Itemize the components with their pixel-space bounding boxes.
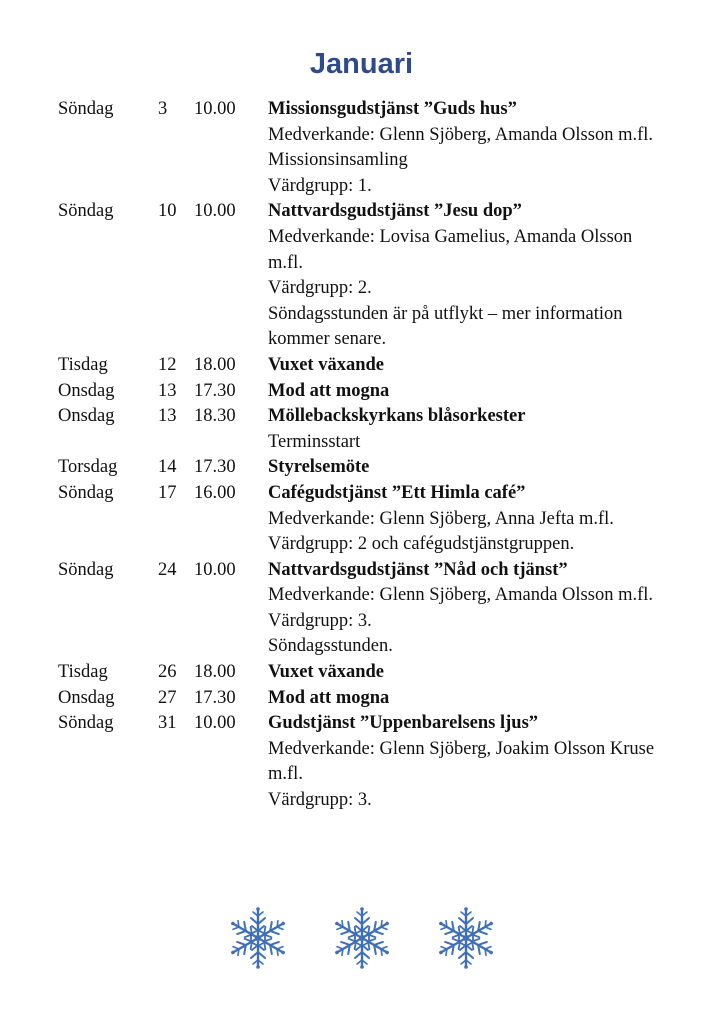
event-time: 17.30 xyxy=(194,380,236,401)
event-detail: Söndagsstunden är på utflykt – mer information kommer senare. xyxy=(268,303,623,350)
event-detail: Medverkande: Glenn Sjöberg, Anna Jefta m.fl. xyxy=(268,508,614,529)
event-day: Tisdag xyxy=(58,662,108,683)
event-detail: Värdgrupp: 2 och cafégudstjänstgruppen. xyxy=(268,534,575,555)
event-info xyxy=(268,558,658,660)
event-day: Söndag xyxy=(58,99,114,119)
event-date: 12 xyxy=(158,354,177,375)
event-row xyxy=(58,379,678,405)
event-date: 3 xyxy=(158,99,168,119)
event-date: 14 xyxy=(158,457,177,478)
event-row xyxy=(58,404,678,455)
event-row xyxy=(58,660,678,686)
event-day: Onsdag xyxy=(58,687,115,708)
event-date: 31 xyxy=(158,713,177,734)
event-detail: Missionsinsamling xyxy=(268,150,408,171)
event-detail: Värdgrupp: 3. xyxy=(268,790,372,811)
event-title: Mod att mogna xyxy=(268,380,390,401)
event-info xyxy=(268,353,658,379)
event-detail: Värdgrupp: 3. xyxy=(268,610,372,631)
event-title: Vuxet växande xyxy=(268,662,384,683)
event-date: 13 xyxy=(158,406,177,427)
event-title: Missionsgudstjänst ”Guds hus” xyxy=(268,99,517,119)
event-detail: Terminsstart xyxy=(268,431,361,452)
event-date: 26 xyxy=(158,662,177,683)
event-date: 10 xyxy=(158,201,177,222)
event-title: Cafégudstjänst ”Ett Himla café” xyxy=(268,482,526,503)
event-info xyxy=(268,199,658,353)
event-time: 10.00 xyxy=(194,559,236,580)
event-detail: Värdgrupp: 1. xyxy=(268,175,372,196)
event-info xyxy=(268,379,658,405)
event-info xyxy=(268,660,658,686)
event-detail: Medverkande: Glenn Sjöberg, Amanda Olsson m.fl. xyxy=(268,124,654,145)
event-info xyxy=(268,97,658,199)
event-day: Söndag xyxy=(58,201,114,222)
event-time: 10.00 xyxy=(194,713,236,734)
event-row xyxy=(58,558,678,660)
event-day: Söndag xyxy=(58,559,114,580)
event-day: Onsdag xyxy=(58,380,115,401)
snowflake-icon xyxy=(434,906,498,970)
event-title: Nattvardsgudstjänst ”Nåd och tjänst” xyxy=(268,559,568,580)
event-info xyxy=(268,481,658,558)
event-title: Gudstjänst ”Uppenbarelsens ljus” xyxy=(268,713,539,734)
event-day: Söndag xyxy=(58,482,114,503)
event-day: Onsdag xyxy=(58,406,115,427)
event-time: 18.00 xyxy=(194,662,236,683)
event-row xyxy=(58,353,678,379)
event-row xyxy=(58,481,678,558)
event-info xyxy=(268,686,658,712)
event-time: 10.00 xyxy=(194,99,236,119)
event-detail: Medverkande: Lovisa Gamelius, Amanda Olsson m.fl. xyxy=(268,226,633,273)
event-date: 24 xyxy=(158,559,177,580)
event-info xyxy=(268,711,658,813)
event-row xyxy=(58,686,678,712)
page-title: Januari xyxy=(309,48,414,80)
event-date: 17 xyxy=(158,482,177,503)
event-row xyxy=(58,711,678,813)
event-time: 17.30 xyxy=(194,687,236,708)
event-time: 18.00 xyxy=(194,354,236,375)
event-row xyxy=(58,97,678,199)
event-date: 27 xyxy=(158,687,177,708)
event-info xyxy=(268,455,658,481)
event-time: 16.00 xyxy=(194,482,236,503)
event-day: Tisdag xyxy=(58,354,108,375)
event-time: 10.00 xyxy=(194,201,236,222)
event-day: Söndag xyxy=(58,713,114,734)
event-time: 17.30 xyxy=(194,457,236,478)
snowflake-icon xyxy=(226,906,290,970)
event-day: Torsdag xyxy=(58,457,118,478)
snowflake-decoration xyxy=(0,906,723,970)
event-title: Vuxet växande xyxy=(268,354,384,375)
event-title: Möllebackskyrkans blåsorkester xyxy=(268,406,526,427)
event-schedule xyxy=(58,97,678,814)
event-detail: Medverkande: Glenn Sjöberg, Joakim Olsson Kruse m.fl. xyxy=(268,738,655,785)
event-detail: Medverkande: Glenn Sjöberg, Amanda Olsson m.fl. xyxy=(268,585,654,606)
event-time: 18.30 xyxy=(194,406,236,427)
event-detail: Värdgrupp: 2. xyxy=(268,278,372,299)
event-title: Styrelsemöte xyxy=(268,457,370,478)
event-title: Mod att mogna xyxy=(268,687,390,708)
event-detail: Söndagsstunden. xyxy=(268,636,393,657)
event-date: 13 xyxy=(158,380,177,401)
event-info xyxy=(268,404,658,455)
snowflake-icon xyxy=(330,906,394,970)
event-row xyxy=(58,455,678,481)
event-title: Nattvardsgudstjänst ”Jesu dop” xyxy=(268,201,522,222)
event-row xyxy=(58,199,678,353)
